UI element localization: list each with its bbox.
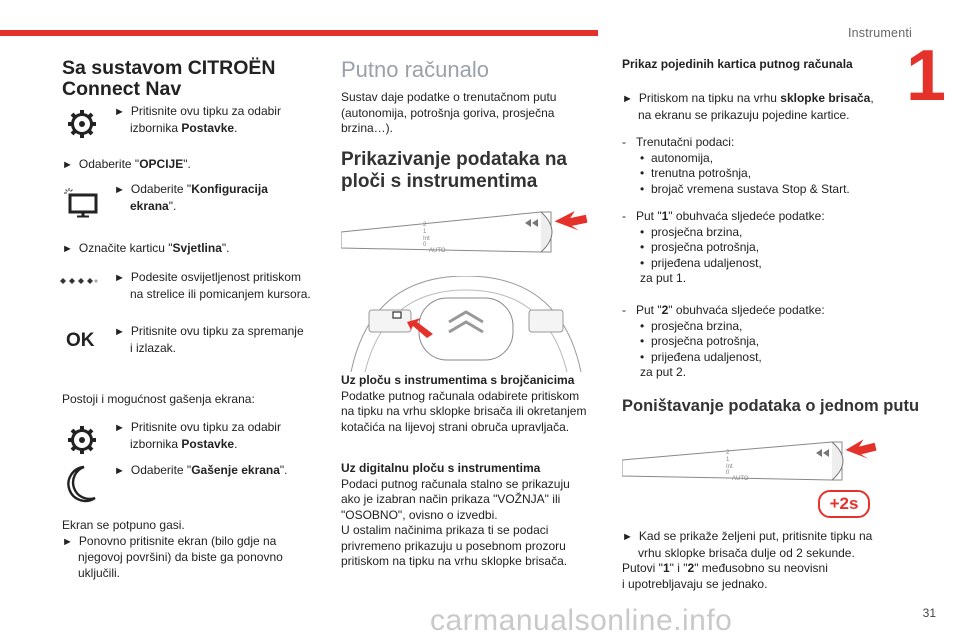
step7-end: . <box>234 436 238 451</box>
stalk-mark-2: 2 <box>423 222 427 228</box>
put1-pre: Put " <box>636 209 662 223</box>
cur-title: Trenutačni podaci: <box>636 135 735 149</box>
step2-pre: Odaberite " <box>78 157 140 171</box>
reset-instructions: ► Kad se prikaže željeni put, pritisnite tipku na vrhu sklopke brisača dulje od 2 sekunde. Putovi "1" i "2" međusobno su neovisni i upotrebljavaju se jednako. <box>622 529 873 591</box>
stalk-mark-int: Int <box>726 464 733 470</box>
ok-icon: OK <box>66 330 95 351</box>
step3-end: ". <box>168 198 177 213</box>
step4-end: ". <box>221 241 230 255</box>
step-select-settings: ► Pritisnite ovu tipku za odabir izbornika Postavke. <box>114 104 281 135</box>
stalk-mark-auto: AUTO <box>732 476 749 482</box>
step-brightness-tab: ► Označite karticu "Svjetlina". <box>62 241 230 255</box>
end-line3: njegovoj površini) da biste ga ponovno <box>78 550 283 564</box>
sub1-line3: kotačića na lijevoj strani obruča upravljača. <box>341 419 570 434</box>
col3-heading: Prikaz pojedinih kartica putnog računala <box>622 57 853 71</box>
put1-end: " obuhvaća sljedeće podatke: <box>668 209 825 223</box>
step-select-options: ► Odaberite "OPCIJE". <box>62 157 191 171</box>
intro-line1: Sustav daje podatke o trenutačnom putu <box>341 90 557 104</box>
put2-tail: za put 2. <box>640 365 687 379</box>
end-line1: Ekran se potpuno gasi. <box>62 518 185 532</box>
col1-title-line2: Connect Nav <box>62 78 182 100</box>
step5-text-b: na strelice ili pomicanjem kursora. <box>130 286 311 301</box>
step-save-exit: ► Pritisnite ovu tipku za spremanje i izlazak. <box>114 324 304 355</box>
step8-pre: Odaberite " <box>130 463 192 477</box>
put2-pre: Put " <box>636 303 662 317</box>
step7-text-a: Pritisnite ovu tipku za odabir <box>130 420 281 434</box>
stalk-mark-0: 0 <box>423 242 427 248</box>
put2-item: • prosječna brzina, <box>640 319 825 335</box>
step1-text-b: izbornika <box>130 120 182 135</box>
p1-bold: sklopke brisača <box>780 91 871 105</box>
p1-end: , <box>870 91 874 105</box>
put1-tail: za put 1. <box>640 271 687 285</box>
end-line2: Ponovno pritisnite ekran (bilo gdje na <box>78 533 277 548</box>
sub1-line2: na tipku na vrhu sklopke brisača ili okretanjem <box>341 404 587 418</box>
intro-line3: brzina…). <box>341 121 394 135</box>
trip1-block: - Put "1" obuhvaća sljedeće podatke: • prosječna brzina, • prosječna potrošnja, • prijeđena udaljenost, za put 1. <box>622 209 825 287</box>
trip2-block: - Put "2" obuhvaća sljedeće podatke: • prosječna brzina, • prosječna potrošnja, • prijeđena udaljenost, za put 2. <box>622 303 825 381</box>
stalk-mark-1: 1 <box>726 457 730 463</box>
sub2-line3: "OSOBNO", ovisno o izvedbi. <box>341 507 498 522</box>
step8-end: ". <box>279 463 288 477</box>
step3-bold1: Konfiguracija <box>191 182 268 196</box>
sub1-title: Uz ploču s instrumentima s brojčanicima <box>341 373 575 387</box>
wiper-stalk-reset-illustration <box>622 436 882 496</box>
step6-text-b: i izlazak. <box>130 340 177 355</box>
stalk-mark-2: 2 <box>726 450 730 456</box>
moon-icon <box>64 464 98 504</box>
r3-mid: " i " <box>669 561 688 575</box>
reset-title: Poništavanje podataka o jednom putu <box>622 397 920 415</box>
step7-bold: Postavke <box>181 436 235 451</box>
put2-bold: 2 <box>661 303 669 317</box>
step-adjust-brightness: ► Podesite osvijetljenost pritiskom na strelice ili pomicanjem kursora. <box>114 270 311 301</box>
step1-text-a: Pritisnite ovu tipku za odabir <box>130 104 281 118</box>
para-screen-off-end: Ekran se potpuno gasi. ► Ponovno pritisnite ekran (bilo gdje na njegovoj površini) da biste ga ponovno uključili. <box>62 518 283 580</box>
col2-title: Putno računalo <box>341 57 489 82</box>
sub2-line4: U ostalim načinima prikaza ti se podaci <box>341 523 549 537</box>
para-screen-off: Postoji i mogućnost gašenja ekrana: <box>62 392 255 406</box>
sub2-line2: ako je izabran način prikaza "VOŽNJA" ili <box>341 492 561 506</box>
r3-b1: 1 <box>662 561 670 575</box>
section-label: Instrumenti <box>847 26 912 40</box>
step7-text-b: izbornika <box>130 436 182 451</box>
r-line4: i upotrebljavaju se jednako. <box>622 576 768 591</box>
step-screen-off: ► Odaberite "Gašenje ekrana". <box>114 463 288 477</box>
put1-item: • prosječna brzina, <box>640 225 825 241</box>
step-select-settings-2: ► Pritisnite ovu tipku za odabir izbornika Postavke. <box>114 420 281 451</box>
sub2-line1: Podaci putnog računala stalno se prikazuju <box>341 476 570 491</box>
stalk-mark-0: 0 <box>726 470 730 476</box>
hold-2s-badge: +2s <box>818 490 870 518</box>
r-line1: Kad se prikaže željeni put, pritisnite tipku na <box>638 529 873 543</box>
put2-end: " obuhvaća sljedeće podatke: <box>668 303 825 317</box>
col1-title-line1: Sa sustavom CITROËN <box>62 57 276 79</box>
sub2-line6: pritiskom na tipku na vrhu sklopke brisača. <box>341 554 568 568</box>
sub1-line1: Podatke putnog računala odabirete pritiskom <box>341 388 580 403</box>
steering-wheel-illustration <box>341 276 591 372</box>
r3-b2: 2 <box>687 561 695 575</box>
stalk-mark-int: Int <box>423 236 430 242</box>
col2-digital-section <box>341 461 570 570</box>
cur-item: • trenutna potrošnja, <box>640 166 850 182</box>
step6-text-a: Pritisnite ovu tipku za spremanje <box>130 324 304 338</box>
slider-dots-icon <box>58 276 98 286</box>
end-line4: uključili. <box>78 565 121 580</box>
gear-icon <box>66 424 98 456</box>
r3-pre: Putovi " <box>622 561 663 575</box>
step3-pre: Odaberite " <box>130 182 192 196</box>
chapter-number: 1 <box>906 36 947 116</box>
step3-bold2: ekrana <box>130 198 169 213</box>
step4-pre: Označite karticu " <box>78 241 173 255</box>
h2-line1: Prikazivanje podataka na <box>341 149 567 170</box>
sub2-line5: privremeno prikazuju u posebnom prozoru <box>341 538 566 553</box>
stalk-mark-auto: AUTO <box>429 248 446 254</box>
p1-text-b: na ekranu se prikazuju pojedine kartice. <box>638 107 850 122</box>
step2-bold: OPCIJE <box>139 157 184 171</box>
stalk-mark-1: 1 <box>423 229 427 235</box>
put1-item: • prijeđena udaljenost, <box>640 256 825 272</box>
header-accent-bar <box>0 30 598 36</box>
step1-end: . <box>234 120 238 135</box>
h2-line2: ploči s instrumentima <box>341 171 538 192</box>
gear-icon <box>66 108 98 140</box>
col2-intro <box>341 90 556 137</box>
p1-text-a: Pritiskom na tipku na vrhu <box>638 91 781 105</box>
r-line2: vrhu sklopke brisača dulje od 2 sekunde. <box>638 545 855 560</box>
r3-end: " međusobno su neovisni <box>694 561 828 575</box>
put2-item: • prijeđena udaljenost, <box>640 350 825 366</box>
put2-item: • prosječna potrošnja, <box>640 334 825 350</box>
screen-brightness-icon <box>62 186 98 218</box>
wiper-stalk-illustration <box>341 204 591 274</box>
put1-bold: 1 <box>661 209 669 223</box>
col3-intro: ► Pritiskom na tipku na vrhu sklopke brisača, na ekranu se prikazuju pojedine kartice. <box>622 91 874 122</box>
step4-bold: Svjetlina <box>172 241 222 255</box>
col1-title <box>62 58 275 100</box>
page-number: 31 <box>922 606 936 620</box>
cur-item: • autonomija, <box>640 151 850 167</box>
step-screen-config: ► Odaberite "Konfiguracija ekrana". <box>114 182 268 213</box>
col2-analog-section <box>341 373 586 435</box>
step1-bold: Postavke <box>181 120 235 135</box>
col2-heading <box>341 149 567 193</box>
cur-item: • brojač vremena sustava Stop & Start. <box>640 182 850 198</box>
sub2-title: Uz digitalnu ploču s instrumentima <box>341 461 541 475</box>
step5-text-a: Podesite osvijetljenost pritiskom <box>130 270 301 284</box>
step2-end: ". <box>183 157 191 171</box>
step8-bold: Gašenje ekrana <box>191 463 280 477</box>
put1-item: • prosječna potrošnja, <box>640 240 825 256</box>
intro-line2: (autonomija, potrošnja goriva, prosječna <box>341 105 555 120</box>
watermark: carmanualsonline.info <box>430 604 733 637</box>
current-data-block: - Trenutačni podaci: • autonomija, • trenutna potrošnja, • brojač vremena sustava Stop & Start. <box>622 135 850 197</box>
